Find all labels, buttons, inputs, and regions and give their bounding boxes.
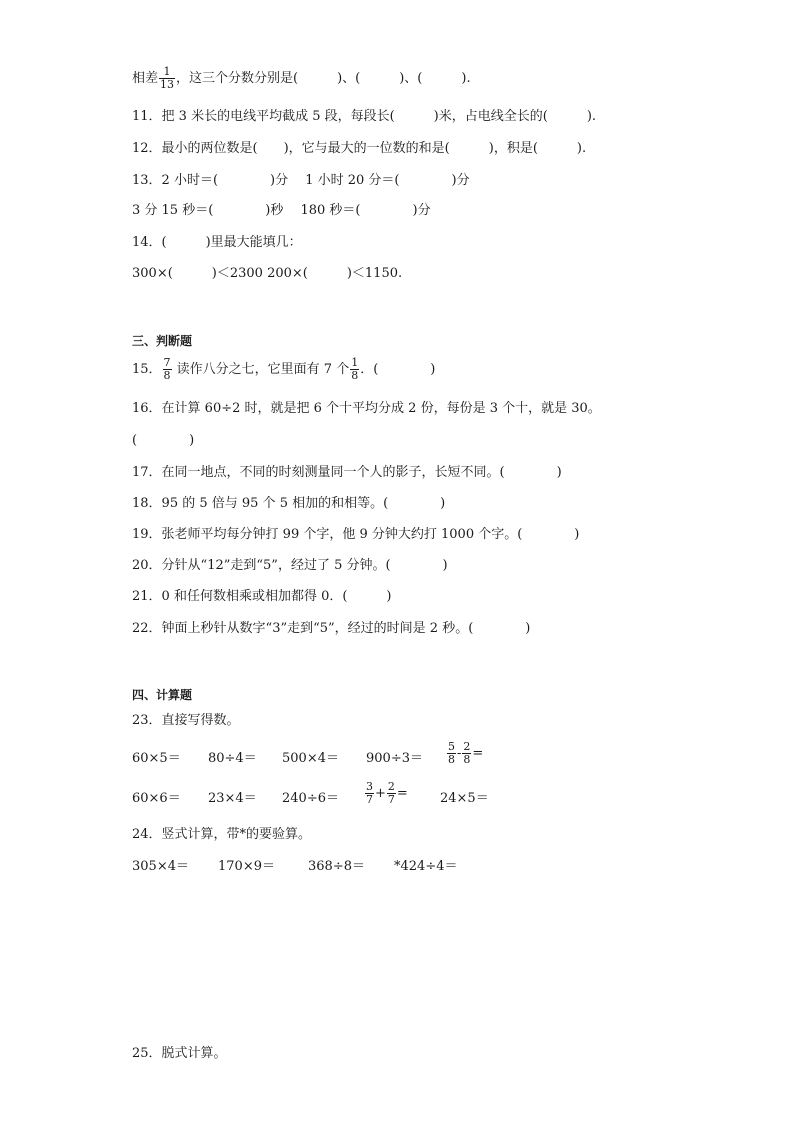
fraction-denominator: 8 <box>163 369 171 382</box>
fraction-5-8 <box>447 741 456 766</box>
fraction-numerator: 5 <box>448 740 455 753</box>
q15-post-text: ．( ) <box>360 362 436 377</box>
fraction-numerator: 1 <box>163 65 171 78</box>
fraction-numerator: 7 <box>163 356 171 369</box>
q10-post-text: ，这三个分数分别是( )、( )、( ). <box>176 71 471 86</box>
fraction-denominator: 8 <box>463 753 471 766</box>
fraction-denominator: 13 <box>160 78 175 91</box>
calc-item: 60×5＝ <box>132 751 181 766</box>
calc-item: *424÷4＝ <box>394 859 458 874</box>
fraction-numerator: 3 <box>366 780 373 793</box>
question-14-expressions: 300×( )＜2300 200×( )＜1150. <box>132 266 403 281</box>
calc-item: 80÷4＝ <box>208 751 257 766</box>
question-11: 11．把 3 米长的电线平均截成 5 段，每段长( )米，占电线全长的( ). <box>132 109 597 124</box>
q10-pre-text: 相差 <box>132 71 159 86</box>
calc-item: 305×4＝ <box>132 859 189 874</box>
fraction-1-13 <box>159 66 175 91</box>
calc-item: 170×9＝ <box>218 859 275 874</box>
fraction-denominator: 8 <box>351 369 359 382</box>
question-17: 17．在同一地点，不同的时刻测量同一个人的影子，长短不同。( ) <box>132 465 562 480</box>
question-19: 19．张老师平均每分钟打 99 个字，他 9 分钟大约打 1000 个字。( ) <box>132 527 580 542</box>
section-3-title: 三、判断题 <box>132 334 193 348</box>
section-4-title: 四、计算题 <box>132 688 193 702</box>
equals-sign: = <box>472 746 484 761</box>
calc-item: 60×6＝ <box>132 791 181 806</box>
operator: - <box>457 746 462 761</box>
calc-item: 368÷8＝ <box>308 859 365 874</box>
q15-mid-text: 读作八分之七，它里面有 7 个 <box>172 362 350 377</box>
calc-item: 23×4＝ <box>208 791 257 806</box>
question-14: 14．( )里最大能填几： <box>132 235 302 250</box>
fraction-3-7 <box>365 781 374 806</box>
calc-item: 900÷3＝ <box>366 751 423 766</box>
question-16-answer: ( ) <box>132 433 195 448</box>
fraction-numerator: 1 <box>351 356 359 369</box>
fraction-2-8 <box>462 741 471 766</box>
question-16: 16．在计算 60÷2 时，就是把 6 个十平均分成 2 份，每份是 3 个十，就是 30。 <box>132 401 601 416</box>
question-12: 12．最小的两位数是( )，它与最大的一位数的和是( )，积是( ). <box>132 141 587 156</box>
fraction-denominator: 7 <box>366 793 373 806</box>
question-20: 20．分针从“12”走到“5”，经过了 5 分钟。( ) <box>132 558 448 573</box>
fraction-numerator: 2 <box>387 780 395 793</box>
operator: + <box>375 786 386 801</box>
fraction-1-8 <box>350 357 359 382</box>
q15-number: 15． <box>132 362 162 377</box>
fraction-2-7 <box>387 781 396 806</box>
question-22: 22．钟面上秒针从数字“3”走到“5”，经过的时间是 2 秒。( ) <box>132 621 531 636</box>
fraction-numerator: 2 <box>463 740 471 753</box>
calc-fraction-addition <box>364 781 408 806</box>
question-21: 21．0 和任何数相乘或相加都得 0．( ) <box>132 589 392 604</box>
calc-item: 24×5＝ <box>440 791 489 806</box>
fraction-denominator: 8 <box>448 753 455 766</box>
question-13-part-2: 3 分 15 秒＝( )秒 180 秒＝( )分 <box>132 203 431 218</box>
calc-item: 500×4＝ <box>282 751 339 766</box>
question-13: 13．2 小时＝( )分 1 小时 20 分＝( )分 <box>132 173 470 188</box>
calc-fraction-subtraction <box>446 741 483 766</box>
question-23: 23．直接写得数。 <box>132 713 240 728</box>
calc-item: 240÷6＝ <box>282 791 339 806</box>
question-15 <box>132 357 435 382</box>
fraction-7-8 <box>163 357 172 382</box>
fraction-denominator: 7 <box>387 793 395 806</box>
question-18: 18．95 的 5 倍与 95 个 5 相加的和相等。( ) <box>132 496 446 511</box>
q10-tail <box>132 66 471 91</box>
question-24: 24．竖式计算，带*的要验算。 <box>132 827 312 842</box>
question-25: 25．脱式计算。 <box>132 1046 227 1061</box>
equals-sign: = <box>396 786 408 801</box>
